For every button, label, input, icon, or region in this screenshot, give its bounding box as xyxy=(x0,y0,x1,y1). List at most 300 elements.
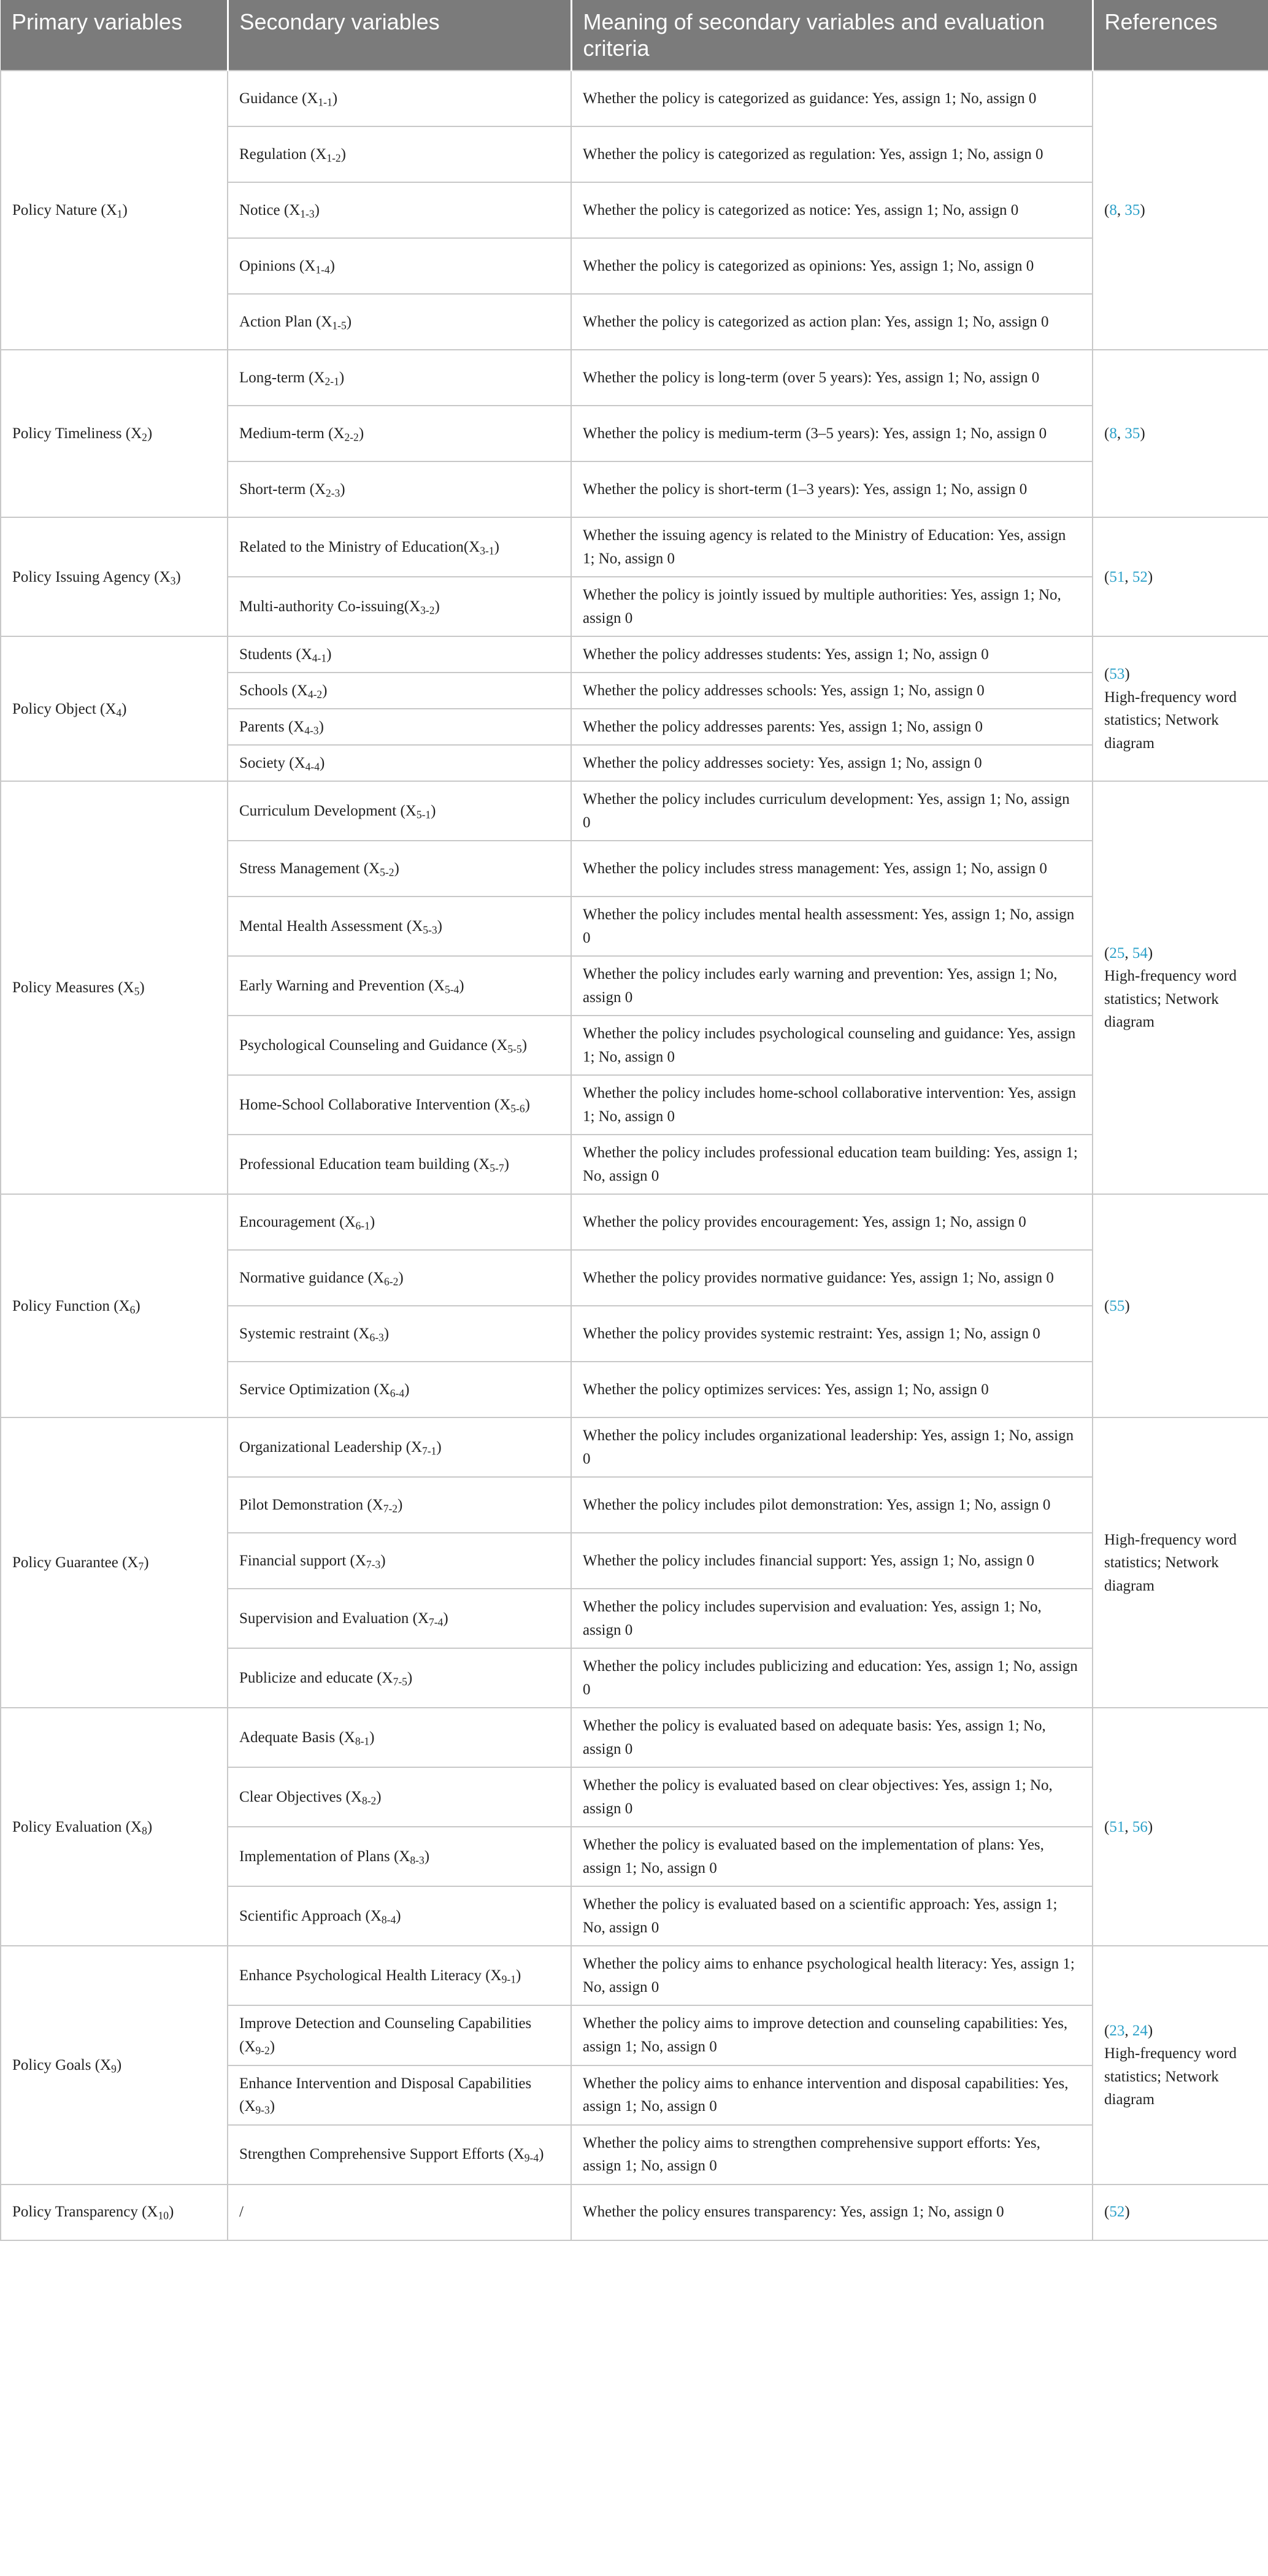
secondary-variable-subscript: 6-2 xyxy=(384,1275,399,1288)
secondary-variable-subscript: 4-1 xyxy=(312,652,327,665)
secondary-variable-cell xyxy=(228,1946,571,2005)
secondary-variable-label: Enhance Psychological Health Literacy (X xyxy=(239,1967,502,1984)
secondary-variable-subscript: 8-3 xyxy=(410,1854,425,1867)
secondary-variable-cell xyxy=(228,2005,571,2065)
reference-link[interactable]: 55 xyxy=(1109,1297,1125,1314)
primary-variable-label: Policy Evaluation (X xyxy=(12,1818,142,1835)
primary-variable-subscript: 3 xyxy=(170,574,176,587)
secondary-variable-close: ) xyxy=(369,1214,375,1231)
secondary-variable-close: ) xyxy=(394,860,399,877)
meaning-text: Whether the policy includes financial support: Yes, assign 1; No, assign 0 xyxy=(583,1552,1034,1570)
meaning-cell xyxy=(571,1194,1093,1250)
secondary-variable-cell xyxy=(228,636,571,673)
table-row xyxy=(1,1946,1268,2005)
secondary-variable-subscript: 7-3 xyxy=(366,1558,381,1571)
secondary-variable-close: ) xyxy=(515,1967,521,1984)
primary-variable-close: ) xyxy=(139,979,145,997)
secondary-variable-label: Improve Detection and Counseling Capabilities (X xyxy=(239,2015,532,2055)
reference-link[interactable]: 52 xyxy=(1132,568,1148,585)
secondary-variable-cell xyxy=(228,71,571,126)
meaning-text: Whether the policy aims to enhance intervention and disposal capabilities: Yes, assign 1; No, assign 0 xyxy=(583,2075,1069,2115)
secondary-variable-cell xyxy=(228,2065,571,2125)
secondary-variable-close: ) xyxy=(424,1848,430,1865)
meaning-text: Whether the policy includes organizational leadership: Yes, assign 1; No, assign 0 xyxy=(583,1427,1074,1467)
secondary-variable-cell xyxy=(228,1016,571,1075)
secondary-variable-subscript: 7-2 xyxy=(383,1502,398,1515)
secondary-variable-label: Strengthen Comprehensive Support Efforts (X xyxy=(239,2146,524,2163)
meaning-cell xyxy=(571,1417,1093,1477)
secondary-variable-close: ) xyxy=(437,918,442,935)
reference-note: High-frequency word statistics; Network diagram xyxy=(1104,1531,1237,1594)
secondary-variable-label: Mental Health Assessment (X xyxy=(239,918,423,935)
secondary-variable-label: Pilot Demonstration (X xyxy=(239,1497,383,1514)
meaning-cell xyxy=(571,1533,1093,1589)
meaning-text: Whether the policy is categorized as guidance: Yes, assign 1; No, assign 0 xyxy=(583,90,1037,107)
meaning-cell xyxy=(571,1477,1093,1533)
secondary-variable-cell xyxy=(228,1767,571,1827)
meaning-cell xyxy=(571,1589,1093,1648)
meaning-cell xyxy=(571,517,1093,577)
secondary-variable-close: ) xyxy=(329,258,335,275)
secondary-variable-cell xyxy=(228,709,571,745)
secondary-variable-close: ) xyxy=(524,1097,530,1114)
references-cell xyxy=(1093,781,1268,1194)
meaning-text: Whether the policy addresses society: Yes, assign 1; No, assign 0 xyxy=(583,755,982,772)
secondary-variable-close: ) xyxy=(340,146,346,163)
secondary-variable-close: ) xyxy=(332,90,338,107)
meaning-cell xyxy=(571,2125,1093,2185)
reference-note: High-frequency word statistics; Network diagram xyxy=(1104,2045,1237,2108)
meaning-cell xyxy=(571,577,1093,636)
secondary-variable-close: ) xyxy=(376,1789,382,1806)
meaning-cell xyxy=(571,1362,1093,1417)
secondary-variable-subscript: 5-4 xyxy=(444,983,459,996)
meaning-text: Whether the policy includes psychological counseling and guidance: Yes, assign 1; No, assign 0 xyxy=(583,1025,1076,1065)
primary-variable-cell xyxy=(1,636,228,781)
secondary-variable-label: Medium-term (X xyxy=(239,425,345,442)
primary-variable-cell xyxy=(1,71,228,350)
primary-variable-close: ) xyxy=(135,1297,140,1314)
references-cell xyxy=(1093,1946,1268,2184)
secondary-variable-close: ) xyxy=(383,1325,390,1343)
secondary-variable-close: ) xyxy=(339,369,345,387)
meaning-text: Whether the policy includes supervision and evaluation: Yes, assign 1; No, assign 0 xyxy=(583,1598,1042,1638)
meaning-cell xyxy=(571,1135,1093,1194)
secondary-variable-close: ) xyxy=(314,202,320,219)
secondary-variable-subscript: 5-5 xyxy=(507,1043,522,1055)
secondary-variable-cell xyxy=(228,517,571,577)
meaning-cell xyxy=(571,182,1093,238)
secondary-variable-cell xyxy=(228,182,571,238)
secondary-variable-subscript: 7-1 xyxy=(422,1444,437,1457)
secondary-variable-close: ) xyxy=(431,803,436,820)
primary-variable-label: Policy Goals (X xyxy=(12,2056,112,2073)
secondary-variable-label: Early Warning and Prevention (X xyxy=(239,978,445,995)
secondary-variable-label: Enhance Intervention and Disposal Capabilities (X xyxy=(239,2075,532,2115)
secondary-variable-close: ) xyxy=(398,1270,404,1287)
secondary-variable-label: Related to the Ministry of Education(X xyxy=(239,539,480,556)
secondary-variable-subscript: 8-4 xyxy=(381,1913,396,1926)
primary-variable-label: Policy Function (X xyxy=(12,1297,130,1314)
secondary-variable-close: ) xyxy=(494,539,499,556)
meaning-text: Whether the policy provides normative guidance: Yes, assign 1; No, assign 0 xyxy=(583,1270,1054,1287)
meaning-cell xyxy=(571,238,1093,294)
secondary-variable-subscript: 5-7 xyxy=(490,1162,504,1174)
primary-variable-close: ) xyxy=(122,202,128,219)
primary-variable-cell xyxy=(1,350,228,517)
secondary-variable-label: Long-term (X xyxy=(239,369,325,387)
secondary-variable-subscript: 5-2 xyxy=(380,866,394,879)
secondary-variable-subscript: 5-1 xyxy=(416,808,431,821)
primary-variable-subscript: 4 xyxy=(116,706,122,719)
secondary-variable-cell xyxy=(228,781,571,841)
secondary-variable-subscript: 6-3 xyxy=(369,1331,384,1344)
meaning-cell xyxy=(571,673,1093,709)
primary-variable-label: Policy Issuing Agency (X xyxy=(12,568,171,585)
secondary-variable-subscript: 5-3 xyxy=(423,924,437,936)
secondary-variable-cell xyxy=(228,1075,571,1135)
secondary-variable-cell xyxy=(228,1362,571,1417)
secondary-variable-label: Implementation of Plans (X xyxy=(239,1848,410,1865)
secondary-variable-cell xyxy=(228,956,571,1016)
meaning-cell xyxy=(571,709,1093,745)
secondary-variable-label: Guidance (X xyxy=(239,90,318,107)
secondary-variable-label: Students (X xyxy=(239,646,312,663)
primary-variable-cell xyxy=(1,1194,228,1417)
secondary-variable-label: Stress Management (X xyxy=(239,860,380,877)
secondary-variable-label: Financial support (X xyxy=(239,1552,366,1570)
secondary-variable-cell xyxy=(228,673,571,709)
secondary-variable-cell xyxy=(228,1306,571,1362)
references-cell xyxy=(1093,1194,1268,1417)
secondary-variable-close: ) xyxy=(358,425,364,442)
reference-link[interactable]: 8 xyxy=(1109,425,1117,442)
meaning-text: Whether the policy is categorized as regulation: Yes, assign 1; No, assign 0 xyxy=(583,146,1043,163)
meaning-cell xyxy=(571,1886,1093,1946)
meaning-cell xyxy=(571,1648,1093,1708)
secondary-variable-cell xyxy=(228,1533,571,1589)
meaning-cell xyxy=(571,636,1093,673)
secondary-variable-close: ) xyxy=(369,1729,375,1746)
secondary-variable-close: ) xyxy=(521,1037,528,1054)
primary-variable-subscript: 7 xyxy=(138,1560,144,1573)
secondary-variable-subscript: 6-1 xyxy=(355,1219,370,1232)
meaning-text: Whether the policy aims to strengthen comprehensive support efforts: Yes, assign 1; No, assign 0 xyxy=(583,2134,1040,2175)
secondary-variable-label: Encouragement (X xyxy=(239,1214,356,1231)
secondary-variable-close: ) xyxy=(398,1497,403,1514)
meaning-cell xyxy=(571,841,1093,897)
secondary-variable-subscript: 9-1 xyxy=(501,1973,516,1986)
references-cell xyxy=(1093,2185,1268,2240)
secondary-variable-close: ) xyxy=(326,646,332,663)
secondary-variable-cell xyxy=(228,1250,571,1306)
meaning-text: Whether the policy is evaluated based on a scientific approach: Yes, assign 1; No, assign 0 xyxy=(583,1896,1058,1936)
meaning-text: Whether the policy is jointly issued by multiple authorities: Yes, assign 1; No, assign 0 xyxy=(583,587,1061,627)
secondary-variable-subscript: 4-4 xyxy=(305,760,320,773)
references-cell xyxy=(1093,636,1268,781)
secondary-variable-close: ) xyxy=(404,1381,410,1398)
secondary-variable-subscript: 1-5 xyxy=(332,319,347,332)
secondary-variable-subscript: 8-2 xyxy=(361,1794,377,1807)
meaning-text: Whether the policy is short-term (1–3 years): Yes, assign 1; No, assign 0 xyxy=(583,481,1028,498)
secondary-variable-close: ) xyxy=(504,1156,509,1173)
primary-variable-subscript: 1 xyxy=(117,207,123,220)
primary-variable-close: ) xyxy=(175,568,181,585)
secondary-variable-cell xyxy=(228,1827,571,1886)
meaning-text: Whether the issuing agency is related to the Ministry of Education: Yes, assign 1; No, assign 0 xyxy=(583,527,1066,567)
secondary-variable-close: ) xyxy=(539,2146,544,2163)
reference-note: High-frequency word statistics; Network diagram xyxy=(1104,968,1237,1031)
reference-citation: (51, 52) xyxy=(1104,568,1153,585)
secondary-variable-label: Notice (X xyxy=(239,202,301,219)
table-row xyxy=(1,1417,1268,1477)
secondary-variable-subscript: 1-1 xyxy=(318,96,332,109)
secondary-variable-label: Normative guidance (X xyxy=(239,1270,385,1287)
reference-link[interactable]: 35 xyxy=(1124,425,1140,442)
secondary-variable-close: ) xyxy=(436,1439,442,1456)
header-references: References xyxy=(1093,0,1268,71)
secondary-variable-label: Adequate Basis (X xyxy=(239,1729,355,1746)
secondary-variable-cell xyxy=(228,406,571,461)
meaning-text: Whether the policy aims to enhance psychological health literacy: Yes, assign 1; No, assign 0 xyxy=(583,1956,1075,1996)
reference-link[interactable]: 51 xyxy=(1109,568,1125,585)
secondary-variable-cell xyxy=(228,1477,571,1533)
references-cell xyxy=(1093,350,1268,517)
secondary-variable-subscript: 9-4 xyxy=(524,2151,539,2164)
header-secondary: Secondary variables xyxy=(228,0,571,71)
references-cell xyxy=(1093,517,1268,636)
primary-variable-label: Policy Transparency (X xyxy=(12,2204,158,2221)
reference-link[interactable]: 23 xyxy=(1109,2022,1125,2039)
secondary-variable-close: ) xyxy=(407,1670,413,1687)
secondary-variable-cell xyxy=(228,1589,571,1648)
secondary-variable-label: Psychological Counseling and Guidance (X xyxy=(239,1037,508,1054)
secondary-variable-label: Curriculum Development (X xyxy=(239,803,417,820)
secondary-variable-label: Opinions (X xyxy=(239,258,316,275)
meaning-text: Whether the policy addresses schools: Yes, assign 1; No, assign 0 xyxy=(583,682,985,700)
meaning-text: Whether the policy is evaluated based on the implementation of plans: Yes, assign 1; No, assign 0 xyxy=(583,1837,1044,1876)
meaning-text: Whether the policy is medium-term (3–5 years): Yes, assign 1; No, assign 0 xyxy=(583,425,1047,442)
reference-citation: (23, 24) xyxy=(1104,2022,1153,2039)
secondary-variable-subscript: 7-4 xyxy=(428,1616,444,1629)
meaning-text: Whether the policy is evaluated based on clear objectives: Yes, assign 1; No, assign 0 xyxy=(583,1777,1053,1817)
secondary-variable-cell xyxy=(228,1708,571,1767)
reference-note: High-frequency word statistics; Network diagram xyxy=(1104,688,1237,752)
secondary-variable-label: Scientific Approach (X xyxy=(239,1908,382,1925)
secondary-variable-cell xyxy=(228,126,571,182)
meaning-text: Whether the policy includes pilot demonstration: Yes, assign 1; No, assign 0 xyxy=(583,1497,1051,1514)
reference-link[interactable]: 54 xyxy=(1132,944,1148,962)
meaning-cell xyxy=(571,1306,1093,1362)
primary-variable-cell xyxy=(1,1417,228,1708)
meaning-text: Whether the policy includes mental health assessment: Yes, assign 1; No, assign 0 xyxy=(583,906,1075,946)
meaning-cell xyxy=(571,71,1093,126)
secondary-variable-subscript: 5-6 xyxy=(510,1102,525,1115)
primary-variable-cell xyxy=(1,1708,228,1946)
secondary-variable-subscript: 9-2 xyxy=(255,2044,270,2057)
secondary-variable-label: Schools (X xyxy=(239,682,308,700)
secondary-variable-subscript: 3-2 xyxy=(420,604,435,617)
secondary-variable-close: ) xyxy=(459,978,464,995)
reference-link[interactable]: 8 xyxy=(1109,202,1117,219)
secondary-variable-subscript: 1-2 xyxy=(326,152,341,164)
primary-variable-cell xyxy=(1,2185,228,2240)
secondary-variable-subscript: 1-3 xyxy=(300,207,315,220)
references-cell xyxy=(1093,71,1268,350)
primary-variable-close: ) xyxy=(121,700,127,717)
secondary-variable-label: Clear Objectives (X xyxy=(239,1789,362,1806)
secondary-variable-subscript: 8-1 xyxy=(355,1735,370,1748)
meaning-cell xyxy=(571,126,1093,182)
primary-variable-label: Policy Nature (X xyxy=(12,202,117,219)
meaning-text: Whether the policy includes stress management: Yes, assign 1; No, assign 0 xyxy=(583,860,1047,877)
secondary-variable-label: Home-School Collaborative Intervention (X xyxy=(239,1097,511,1114)
reference-link[interactable]: 25 xyxy=(1109,944,1125,962)
secondary-variable-subscript: 9-3 xyxy=(255,2104,270,2116)
secondary-variable-close: ) xyxy=(443,1610,448,1627)
secondary-variable-close: ) xyxy=(318,719,324,736)
reference-citation: (8, 35) xyxy=(1104,425,1145,442)
table-row xyxy=(1,636,1268,673)
secondary-variable-label: Supervision and Evaluation (X xyxy=(239,1610,429,1627)
primary-variable-close: ) xyxy=(116,2056,122,2073)
reference-link[interactable]: 56 xyxy=(1132,1818,1148,1835)
secondary-variable-label: / xyxy=(239,2204,244,2221)
reference-citation: (53) xyxy=(1104,666,1130,683)
secondary-variable-cell xyxy=(228,2125,571,2185)
secondary-variable-close: ) xyxy=(396,1908,401,1925)
table-row xyxy=(1,71,1268,126)
meaning-text: Whether the policy is categorized as notice: Yes, assign 1; No, assign 0 xyxy=(583,202,1019,219)
primary-variable-close: ) xyxy=(147,1818,153,1835)
primary-variable-label: Policy Object (X xyxy=(12,700,117,717)
meaning-text: Whether the policy addresses parents: Yes, assign 1; No, assign 0 xyxy=(583,719,983,736)
secondary-variable-close: ) xyxy=(434,598,440,615)
meaning-text: Whether the policy provides encouragement: Yes, assign 1; No, assign 0 xyxy=(583,1214,1026,1231)
meaning-cell xyxy=(571,294,1093,350)
reference-link[interactable]: 51 xyxy=(1109,1818,1125,1835)
meaning-text: Whether the policy is long-term (over 5 years): Yes, assign 1; No, assign 0 xyxy=(583,369,1040,387)
primary-variable-close: ) xyxy=(168,2204,174,2221)
secondary-variable-cell xyxy=(228,2185,571,2240)
secondary-variable-cell xyxy=(228,841,571,897)
secondary-variable-label: Short-term (X xyxy=(239,481,326,498)
secondary-variable-cell xyxy=(228,745,571,781)
meaning-cell xyxy=(571,1075,1093,1135)
primary-variable-cell xyxy=(1,517,228,636)
meaning-cell xyxy=(571,350,1093,406)
secondary-variable-cell xyxy=(228,1194,571,1250)
secondary-variable-close: ) xyxy=(269,2038,275,2055)
reference-link[interactable]: 52 xyxy=(1109,2204,1125,2221)
secondary-variable-subscript: 3-1 xyxy=(480,544,494,557)
meaning-text: Whether the policy includes home-school collaborative intervention: Yes, assign 1; No, assign 0 xyxy=(583,1085,1076,1125)
meaning-text: Whether the policy provides systemic restraint: Yes, assign 1; No, assign 0 xyxy=(583,1325,1040,1343)
meaning-text: Whether the policy includes curriculum development: Yes, assign 1; No, assign 0 xyxy=(583,791,1070,831)
primary-variable-subscript: 2 xyxy=(142,431,147,444)
meaning-text: Whether the policy includes professional education team building: Yes, assign 1; No, assign 0 xyxy=(583,1144,1078,1184)
secondary-variable-close: ) xyxy=(322,682,328,700)
meaning-text: Whether the policy is categorized as action plan: Yes, assign 1; No, assign 0 xyxy=(583,314,1049,331)
secondary-variable-subscript: 4-3 xyxy=(304,724,319,737)
table-row xyxy=(1,517,1268,577)
secondary-variable-cell xyxy=(228,1417,571,1477)
table-row xyxy=(1,2185,1268,2240)
meaning-cell xyxy=(571,1250,1093,1306)
meaning-cell xyxy=(571,1016,1093,1075)
meaning-text: Whether the policy is categorized as opinions: Yes, assign 1; No, assign 0 xyxy=(583,258,1034,275)
secondary-variable-label: Society (X xyxy=(239,755,305,772)
primary-variable-subscript: 6 xyxy=(129,1303,136,1316)
secondary-variable-cell xyxy=(228,461,571,517)
meaning-cell xyxy=(571,406,1093,461)
meaning-text: Whether the policy includes early warning and prevention: Yes, assign 1; No, assign 0 xyxy=(583,966,1058,1006)
secondary-variable-cell xyxy=(228,294,571,350)
references-cell xyxy=(1093,1708,1268,1946)
secondary-variable-cell xyxy=(228,1648,571,1708)
table-row xyxy=(1,1194,1268,1250)
secondary-variable-label: Multi-authority Co-issuing(X xyxy=(239,598,421,615)
secondary-variable-cell xyxy=(228,238,571,294)
secondary-variable-subscript: 7-5 xyxy=(393,1675,407,1688)
table-row xyxy=(1,1708,1268,1767)
header-primary: Primary variables xyxy=(1,0,228,71)
meaning-text: Whether the policy aims to improve detection and counseling capabilities: Yes, assign 1; No, assign 0 xyxy=(583,2015,1068,2055)
secondary-variable-close: ) xyxy=(319,755,325,772)
meaning-text: Whether the policy includes publicizing and education: Yes, assign 1; No, assign 0 xyxy=(583,1658,1078,1698)
secondary-variable-subscript: 2-2 xyxy=(344,431,359,444)
primary-variable-close: ) xyxy=(144,1554,149,1571)
reference-link[interactable]: 35 xyxy=(1124,202,1140,219)
secondary-variable-subscript: 1-4 xyxy=(315,263,330,276)
primary-variable-cell xyxy=(1,781,228,1194)
primary-variable-subscript: 9 xyxy=(111,2062,117,2075)
secondary-variable-label: Service Optimization (X xyxy=(239,1381,390,1398)
meaning-text: Whether the policy optimizes services: Yes, assign 1; No, assign 0 xyxy=(583,1381,989,1398)
secondary-variable-close: ) xyxy=(346,314,352,331)
secondary-variable-cell xyxy=(228,577,571,636)
primary-variable-label: Policy Timeliness (X xyxy=(12,425,142,442)
secondary-variable-label: Parents (X xyxy=(239,719,305,736)
references-cell xyxy=(1093,1417,1268,1708)
secondary-variable-label: Publicize and educate (X xyxy=(239,1670,393,1687)
meaning-text: Whether the policy addresses students: Yes, assign 1; No, assign 0 xyxy=(583,646,989,663)
secondary-variable-close: ) xyxy=(380,1552,386,1570)
reference-link[interactable]: 53 xyxy=(1109,666,1125,683)
reference-citation: (8, 35) xyxy=(1104,202,1145,219)
meaning-cell xyxy=(571,2065,1093,2125)
primary-variable-label: Policy Measures (X xyxy=(12,979,134,997)
secondary-variable-cell xyxy=(228,350,571,406)
table-row xyxy=(1,781,1268,841)
meaning-cell xyxy=(571,2185,1093,2240)
primary-variable-cell xyxy=(1,1946,228,2184)
meaning-cell xyxy=(571,1708,1093,1767)
meaning-cell xyxy=(571,956,1093,1016)
meaning-cell xyxy=(571,781,1093,841)
meaning-cell xyxy=(571,1827,1093,1886)
secondary-variable-subscript: 6-4 xyxy=(390,1387,405,1400)
primary-variable-label: Policy Guarantee (X xyxy=(12,1554,139,1571)
secondary-variable-label: Professional Education team building (X xyxy=(239,1156,490,1173)
meaning-text: Whether the policy ensures transparency: Yes, assign 1; No, assign 0 xyxy=(583,2204,1004,2221)
secondary-variable-label: Systemic restraint (X xyxy=(239,1325,370,1343)
table-row xyxy=(1,350,1268,406)
reference-citation: (51, 56) xyxy=(1104,1818,1153,1835)
secondary-variable-cell xyxy=(228,897,571,956)
secondary-variable-subscript: 2-3 xyxy=(325,487,340,499)
reference-link[interactable]: 24 xyxy=(1132,2022,1148,2039)
